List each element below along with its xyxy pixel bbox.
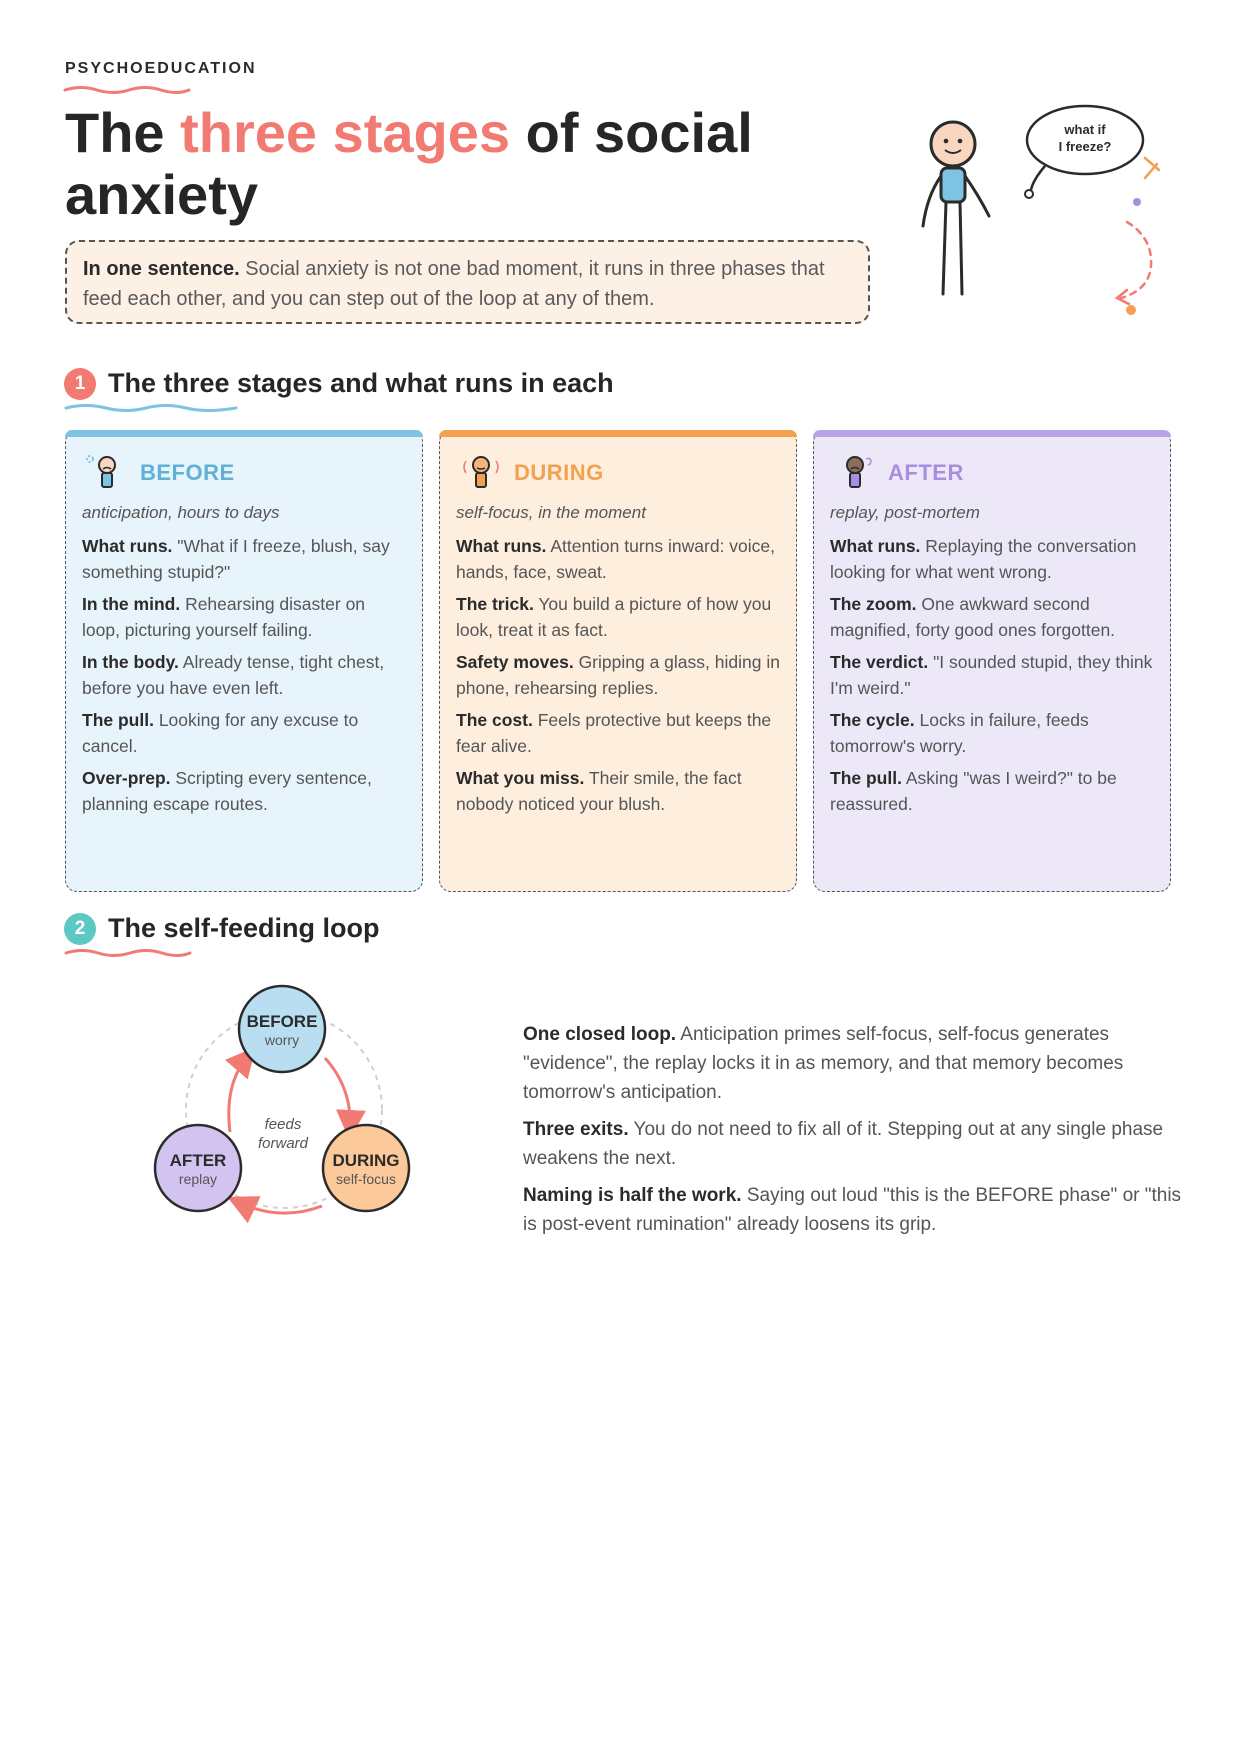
- node-sub: self-focus: [336, 1171, 396, 1187]
- node-title: BEFORE: [246, 1012, 318, 1031]
- stage-item: [830, 707, 1154, 759]
- item-label: In the mind.: [82, 594, 181, 614]
- item-text: One awkward second magnified, forty good ones forgotten.: [830, 594, 1116, 640]
- node-title: DURING: [332, 1151, 400, 1170]
- stage-subtitle: replay, post-mortem: [830, 503, 980, 522]
- item-text: "I sounded stupid, they think I'm weird.": [830, 652, 1153, 698]
- item-text: You build a picture of how you look, treat it as fact.: [456, 594, 772, 640]
- dot-icon: [1133, 198, 1141, 206]
- stage-item: [456, 591, 780, 643]
- stage-card-before: [65, 430, 423, 892]
- item-label: The cost.: [456, 710, 533, 730]
- item-label: What runs.: [82, 536, 173, 556]
- item-label: What runs.: [456, 536, 547, 556]
- title-accent: three stages: [180, 101, 511, 164]
- item-text: Their smile, the fact nobody noticed your blush.: [456, 768, 742, 814]
- item-text: Locks in failure, feeds tomorrow's worry.: [830, 710, 1089, 756]
- item-text: Already tense, tight chest, before you have even left.: [82, 652, 385, 698]
- dashed-arrow-icon: [1121, 222, 1151, 298]
- item-label: What runs.: [830, 536, 921, 556]
- stage-subtitle: self-focus, in the moment: [456, 503, 646, 522]
- section-title-1: The three stages and what runs in each: [108, 368, 614, 398]
- stage-item: [830, 591, 1154, 643]
- paragraph-text: Saying out loud "this is the BEFORE phase" or "this is post-event rumination" already loosens its grip.: [523, 1185, 1182, 1235]
- stage-name: BEFORE: [140, 460, 235, 485]
- section-squiggle-2: [64, 947, 194, 959]
- item-label: What you miss.: [456, 768, 585, 788]
- paragraph-label: Naming is half the work.: [523, 1185, 742, 1206]
- title-pre: The: [65, 101, 181, 164]
- bubble-text-2: I freeze?: [1058, 139, 1112, 154]
- item-text: Looking for any excuse to cancel.: [82, 710, 359, 756]
- center-label-2: forward: [257, 1135, 309, 1152]
- stage-item: [82, 533, 406, 585]
- section-squiggle-1: [64, 402, 244, 414]
- bubble-text-1: what if: [1064, 122, 1106, 137]
- stage-item: [830, 533, 1154, 585]
- item-text: Gripping a glass, hiding in phone, rehearsing replies.: [456, 652, 780, 698]
- stage-subtitle: anticipation, hours to days: [82, 503, 280, 522]
- paragraph-text: Anticipation primes self-focus, self-focus generates "evidence", the replay locks it in as memory, and that memory becomes tomorrow's anticipation.: [523, 1024, 1124, 1103]
- eyebrow-squiggle: [63, 84, 193, 96]
- page-title: [65, 102, 885, 226]
- summary-text: Social anxiety is not one bad moment, it runs in three phases that feed each other, and you can step out of the loop at any of them.: [83, 258, 825, 310]
- stage-item: [456, 707, 780, 759]
- stage-card-during: [439, 430, 797, 892]
- paragraph-text: You do not need to fix all of it. Stepping out at any single phase weakens the next.: [523, 1119, 1164, 1169]
- arrow-before-to-during: [325, 1058, 350, 1128]
- node-sub: replay: [178, 1171, 218, 1187]
- stage-item: [82, 765, 406, 817]
- item-label: The zoom.: [830, 594, 917, 614]
- dot-icon: [1126, 305, 1136, 315]
- paragraph-label: One closed loop.: [523, 1024, 677, 1045]
- item-text: Asking "was I weird?" to be reassured.: [830, 768, 1117, 814]
- paragraph-label: Three exits.: [523, 1119, 629, 1140]
- card-accent-bar: [65, 430, 423, 437]
- section-number-1: 1: [64, 368, 96, 400]
- loop-node-after: [155, 1125, 241, 1211]
- item-label: The cycle.: [830, 710, 915, 730]
- stage-item: [82, 649, 406, 701]
- loop-paragraph: [523, 1020, 1183, 1107]
- item-text: Feels protective but keeps the fear alive.: [456, 710, 772, 756]
- stage-name: DURING: [514, 460, 604, 485]
- arrow-during-to-after: [238, 1202, 322, 1213]
- anxious-figure-illustration: [905, 98, 1175, 328]
- node-title: AFTER: [169, 1151, 227, 1170]
- title-post: of social anxiety: [65, 101, 753, 226]
- self-feeding-loop-diagram: [140, 970, 440, 1240]
- loop-paragraph: [523, 1115, 1183, 1173]
- loop-node-before: [239, 986, 325, 1072]
- item-label: The trick.: [456, 594, 534, 614]
- item-label: The verdict.: [830, 652, 929, 672]
- self-focused-figure-icon: [456, 453, 506, 493]
- item-label: In the body.: [82, 652, 179, 672]
- loop-paragraph: [523, 1181, 1183, 1239]
- item-label: The pull.: [82, 710, 154, 730]
- stage-item: [456, 649, 780, 701]
- replaying-figure-icon: [830, 453, 880, 493]
- item-text: Attention turns inward: voice, hands, face, sweat.: [456, 536, 776, 582]
- stage-item: [82, 591, 406, 643]
- card-accent-bar: [439, 430, 797, 437]
- summary-label: In one sentence.: [83, 258, 240, 280]
- node-sub: worry: [264, 1032, 300, 1048]
- stage-item: [456, 533, 780, 585]
- worried-figure-icon: [82, 453, 132, 493]
- item-text: Replaying the conversation looking for what went wrong.: [830, 536, 1137, 582]
- loop-explanation: [523, 1020, 1183, 1247]
- center-label-1: feeds: [264, 1116, 302, 1133]
- section-title-2: The self-feeding loop: [108, 913, 380, 943]
- stage-item: [830, 649, 1154, 701]
- item-label: Over-prep.: [82, 768, 171, 788]
- loop-node-during: [323, 1125, 409, 1211]
- eyebrow-label: PSYCHOEDUCATION: [65, 60, 257, 77]
- section-number-2: 2: [64, 913, 96, 945]
- spark-icon: [1145, 158, 1159, 178]
- stage-item: [456, 765, 780, 817]
- stage-name: AFTER: [888, 460, 964, 485]
- stage-item: [82, 707, 406, 759]
- item-text: Rehearsing disaster on loop, picturing yourself failing.: [82, 594, 366, 640]
- item-text: Scripting every sentence, planning escape routes.: [82, 768, 372, 814]
- card-accent-bar: [813, 430, 1171, 437]
- stage-card-after: [813, 430, 1171, 892]
- stage-item: [830, 765, 1154, 817]
- item-label: Safety moves.: [456, 652, 574, 672]
- item-label: The pull.: [830, 768, 902, 788]
- item-text: "What if I freeze, blush, say something stupid?": [82, 536, 390, 582]
- summary-box: [65, 240, 870, 324]
- arrow-after-to-before: [229, 1056, 248, 1132]
